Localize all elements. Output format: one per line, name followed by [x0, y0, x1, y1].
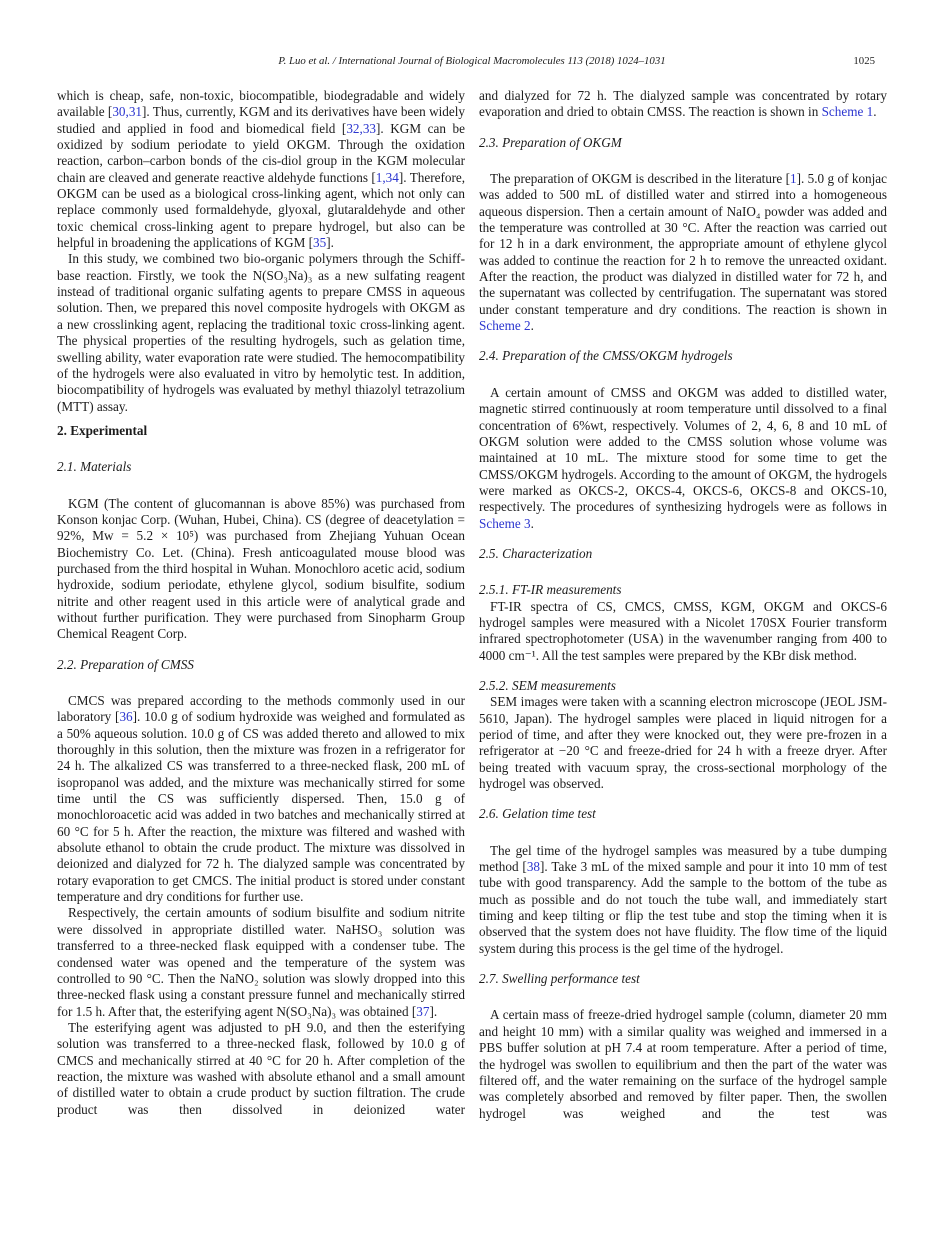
paragraph: and dialyzed for 72 h. The dialyzed sample was concentrated by rotary evaporation and dried to obtain CMSS. The reaction is shown in Scheme 1. [479, 88, 887, 120]
citation-link[interactable]: 1 [789, 171, 797, 187]
paragraph: FT-IR spectra of CS, CMCS, CMSS, KGM, OKGM and OKCS-6 hydrogel samples were measured with a Nicolet 170SX Fourier transform infrared spectrophotometer (USA) in the wavenumber ranging from 400 to 4000 cm⁻¹. All the test samples were prepared by the KBr disk method. [479, 598, 887, 663]
section-heading: 2.6. Gelation time test [479, 806, 596, 822]
citation-link[interactable]: Scheme 2 [479, 318, 531, 334]
paragraph: A certain mass of freeze-dried hydrogel sample (column, diameter 20 mm and height 10 mm) with a similar quality was weighed and immersed in a PBS buffer solution at pH 7.4 at room temperature. After a period of time, the hydrogel was swollen to equilibrium and then the part of the water was filtered off, and the water remaining on the surface of the hydrogel sample was completely absorbed and removed by filter paper. Then, the swollen hydrogel was weighed and the test was [479, 1007, 887, 1121]
citation-link[interactable]: 30,31 [112, 104, 142, 120]
section-heading: 2.4. Preparation of the CMSS/OKGM hydrogels [479, 348, 733, 364]
section-heading: 2.7. Swelling performance test [479, 971, 640, 987]
citation-link[interactable]: 35 [313, 235, 327, 251]
section-heading: 2. Experimental [57, 422, 148, 438]
paragraph: The preparation of OKGM is described in the literature [1]. 5.0 g of konjac was added to 500 mL of distilled water and stirred into a homogeneous aqueous dispersion. Then a certain amount of NaIO₄ powder was added and the temperature was controlled at 30 °C. After the reaction was carried out for 12 h in a dark environment, the appropriate amount of ethylene glycol was added to continue the reaction for 2 h to remove the unreacted oxidant. After the reaction, the product was dialyzed in distilled water for 72 h, and the supernatant was collected by centrifugation. The supernatant was stored under constant temperature and dry conditions. The reaction is shown in Scheme 2. [479, 171, 887, 334]
two-column-body [57, 88, 887, 1122]
paragraph: The esterifying agent was adjusted to pH 9.0, and then the esterifying solution was transferred to a three-necked flask, followed by 10.0 g of CMCS and mechanically stirred at 40 °C for 20 h. After completion of the reaction, the mixture was washed with absolute ethanol and a small amount of distilled water to obtain a crude product by suction filtration. The crude product was then dissolved in deionized water [57, 1019, 465, 1117]
page-header [57, 54, 887, 68]
paragraph: A certain amount of CMSS and OKGM was added to distilled water, magnetic stirred continuously at room temperature until dissolved to a final concentration of 6%wt, respectively. Volumes of 2, 4, 6, 8 and 10 mL of OKGM solution were added to the CMSS solution whose volume was maintained at 10 mL. The mixture stood for some time to get the CMSS/OKGM hydrogels. According to the amount of OKGM, the hydrogels were marked as OKCS-2, OKCS-4, OKCS-6, OKCS-8 and OKCS-10, respectively. The procedures of synthesizing hydrogels were as follows in Scheme 3. [479, 384, 887, 531]
section-heading: 2.5.2. SEM measurements [479, 677, 616, 693]
citation-link[interactable]: Scheme 3 [479, 515, 531, 531]
citation-link[interactable]: 38 [526, 859, 541, 875]
right-column [479, 88, 887, 1122]
paragraph: CMCS was prepared according to the methods commonly used in our laboratory [36]. 10.0 g of sodium hydroxide was weighed and formulated as a 50% aqueous solution. 10.0 g of CS was added thereto and allowed to mix thoroughly in this solution, then the mixture was frozen in a refrigerator for 24 h. The alkalized CS was transferred to a three-necked flask, 200 mL of isopropanol was added, and the mixture was mechanically stirred for some time until the CS was sufficiently dispersed. Then, 15.0 g of monochloroacetic acid was added in two batches and mechanically stirred at 60 °C for 5 h. After the reaction, the mixture was filtered and washed with absolute ethanol to obtain the crude product. The mixture was dissolved in deionized and dialyzed for 72 h. The dialyzed sample was concentrated by rotary evaporation to get CMCS. The initial product is stored under constant temperature and dry conditions for further use. [57, 693, 465, 905]
page-number: 1025 [853, 55, 875, 67]
section-heading: 2.1. Materials [57, 459, 132, 475]
section-heading: 2.3. Preparation of OKGM [479, 134, 622, 150]
paragraph: The gel time of the hydrogel samples was measured by a tube dumping method [38]. Take 3 mL of the mixed sample and pour it into 10 mm of test tube with good transparency. Add the sample to the bottom of the tube as much as possible and do not touch the tube wall, and immediately start timing and keep tilting or flip the test tube and stop the timing when it is observed that the system does not have fluidity. The flow time of the liquid system during this process is the gel time of the hydrogel. [479, 842, 887, 956]
running-head: P. Luo et al. / International Journal of Biological Macromolecules 113 (2018) 1024–1031 [278, 55, 666, 67]
paragraph: SEM images were taken with a scanning electron microscope (JEOL JSM-5610, Japan). The hydrogel samples were placed in liquid nitrogen for a period of time, and after they were knocked out, they were pre-frozen in a refrigerator at −20 °C and freeze-dried for 24 h with a freeze dryer. After being treated with vacuum spray, the cross-sectional morphology of the hydrogel was observed. [479, 694, 887, 792]
paragraph: which is cheap, safe, non-toxic, biocompatible, biodegradable and widely available [30,31]. Thus, currently, KGM and its derivatives have been widely studied and applied in food and biomedical field [32,33]. KGM can be oxidized by sodium periodate to yield OKGM. Through the oxidation reaction, carbon–carbon bonds of the cis-diol group in the KGM molecular chain are cleaved and generate reactive aldehyde functions [1,34]. Therefore, OKGM can be used as a biological cross-linking agent, which not only can replace commonly used formaldehyde, glyoxal, glutaraldehyde and other toxic chemical cross-linking agent to prepare hydrogel, but also can be helpful in broadening the applications of KGM [35]. [57, 88, 465, 251]
citation-link[interactable]: 37 [416, 1003, 430, 1019]
section-heading: 2.2. Preparation of CMSS [57, 656, 194, 672]
paragraph: In this study, we combined two bio-organic polymers through the Schiff-base reaction. Firstly, we took the N(SO₃Na)₃ as a new sulfating reagent instead of traditional organic sulfating agents to prepare CMSS in aqueous solution. Then, we prepared this novel composite hydrogels with OKGM as a new crosslinking agent, replacing the traditional toxic cross-linking agent. The physical properties of the resulting hydrogels, such as gelation time, swelling ability, water evaporation rate were studied. The hemocompatibility of the hydrogels were also evaluated in vitro by hemolytic test. In addition, biocompatibility of hydrogels was evaluated by methyl thiazolyl tetrazolium (MTT) assay. [57, 251, 465, 414]
left-column [57, 88, 465, 1122]
section-heading: 2.5.1. FT-IR measurements [479, 582, 622, 598]
citation-link[interactable]: Scheme 1 [821, 104, 874, 120]
paragraph: Respectively, the certain amounts of sodium bisulfite and sodium nitrite were dissolved in appropriate distilled water. NaHSO₃ solution was transferred to a three-necked flask equipped with a condenser tube. The condensed water was opened and the temperature of the system was controlled to 90 °C. Then the NaNO₂ solution was slowly dropped into this three-necked flask using a constant pressure funnel and mechanically stirred for 1.5 h. After that, the esterifying agent N(SO₃Na)₃ was obtained [37]. [57, 905, 465, 1019]
citation-link[interactable]: 36 [119, 709, 133, 725]
citation-link[interactable]: 32,33 [346, 120, 376, 136]
paragraph: KGM (The content of glucomannan is above 85%) was purchased from Konson konjac Corp. (Wuhan, Hubei, China). CS (degree of deacetylation = 92%, Mw = 5.2 × 10⁵) was purchased from Zhejiang Yuhuan Ocean Biochemistry Co. Let. (China). Fresh anticoagulated mouse blood was purchased from the third hospital in Wuhan. Monochloro acetic acid, sodium hydroxide, sodium periodate, ethylene glycol, sodium bisulfite, sodium nitrite and other reagent used in this article were of analytical grade and without further purification. They were purchased from Sinopharm Group Chemical Reagent Corp. [57, 495, 465, 642]
section-heading: 2.5. Characterization [479, 545, 593, 561]
citation-link[interactable]: 1,34 [375, 169, 399, 185]
